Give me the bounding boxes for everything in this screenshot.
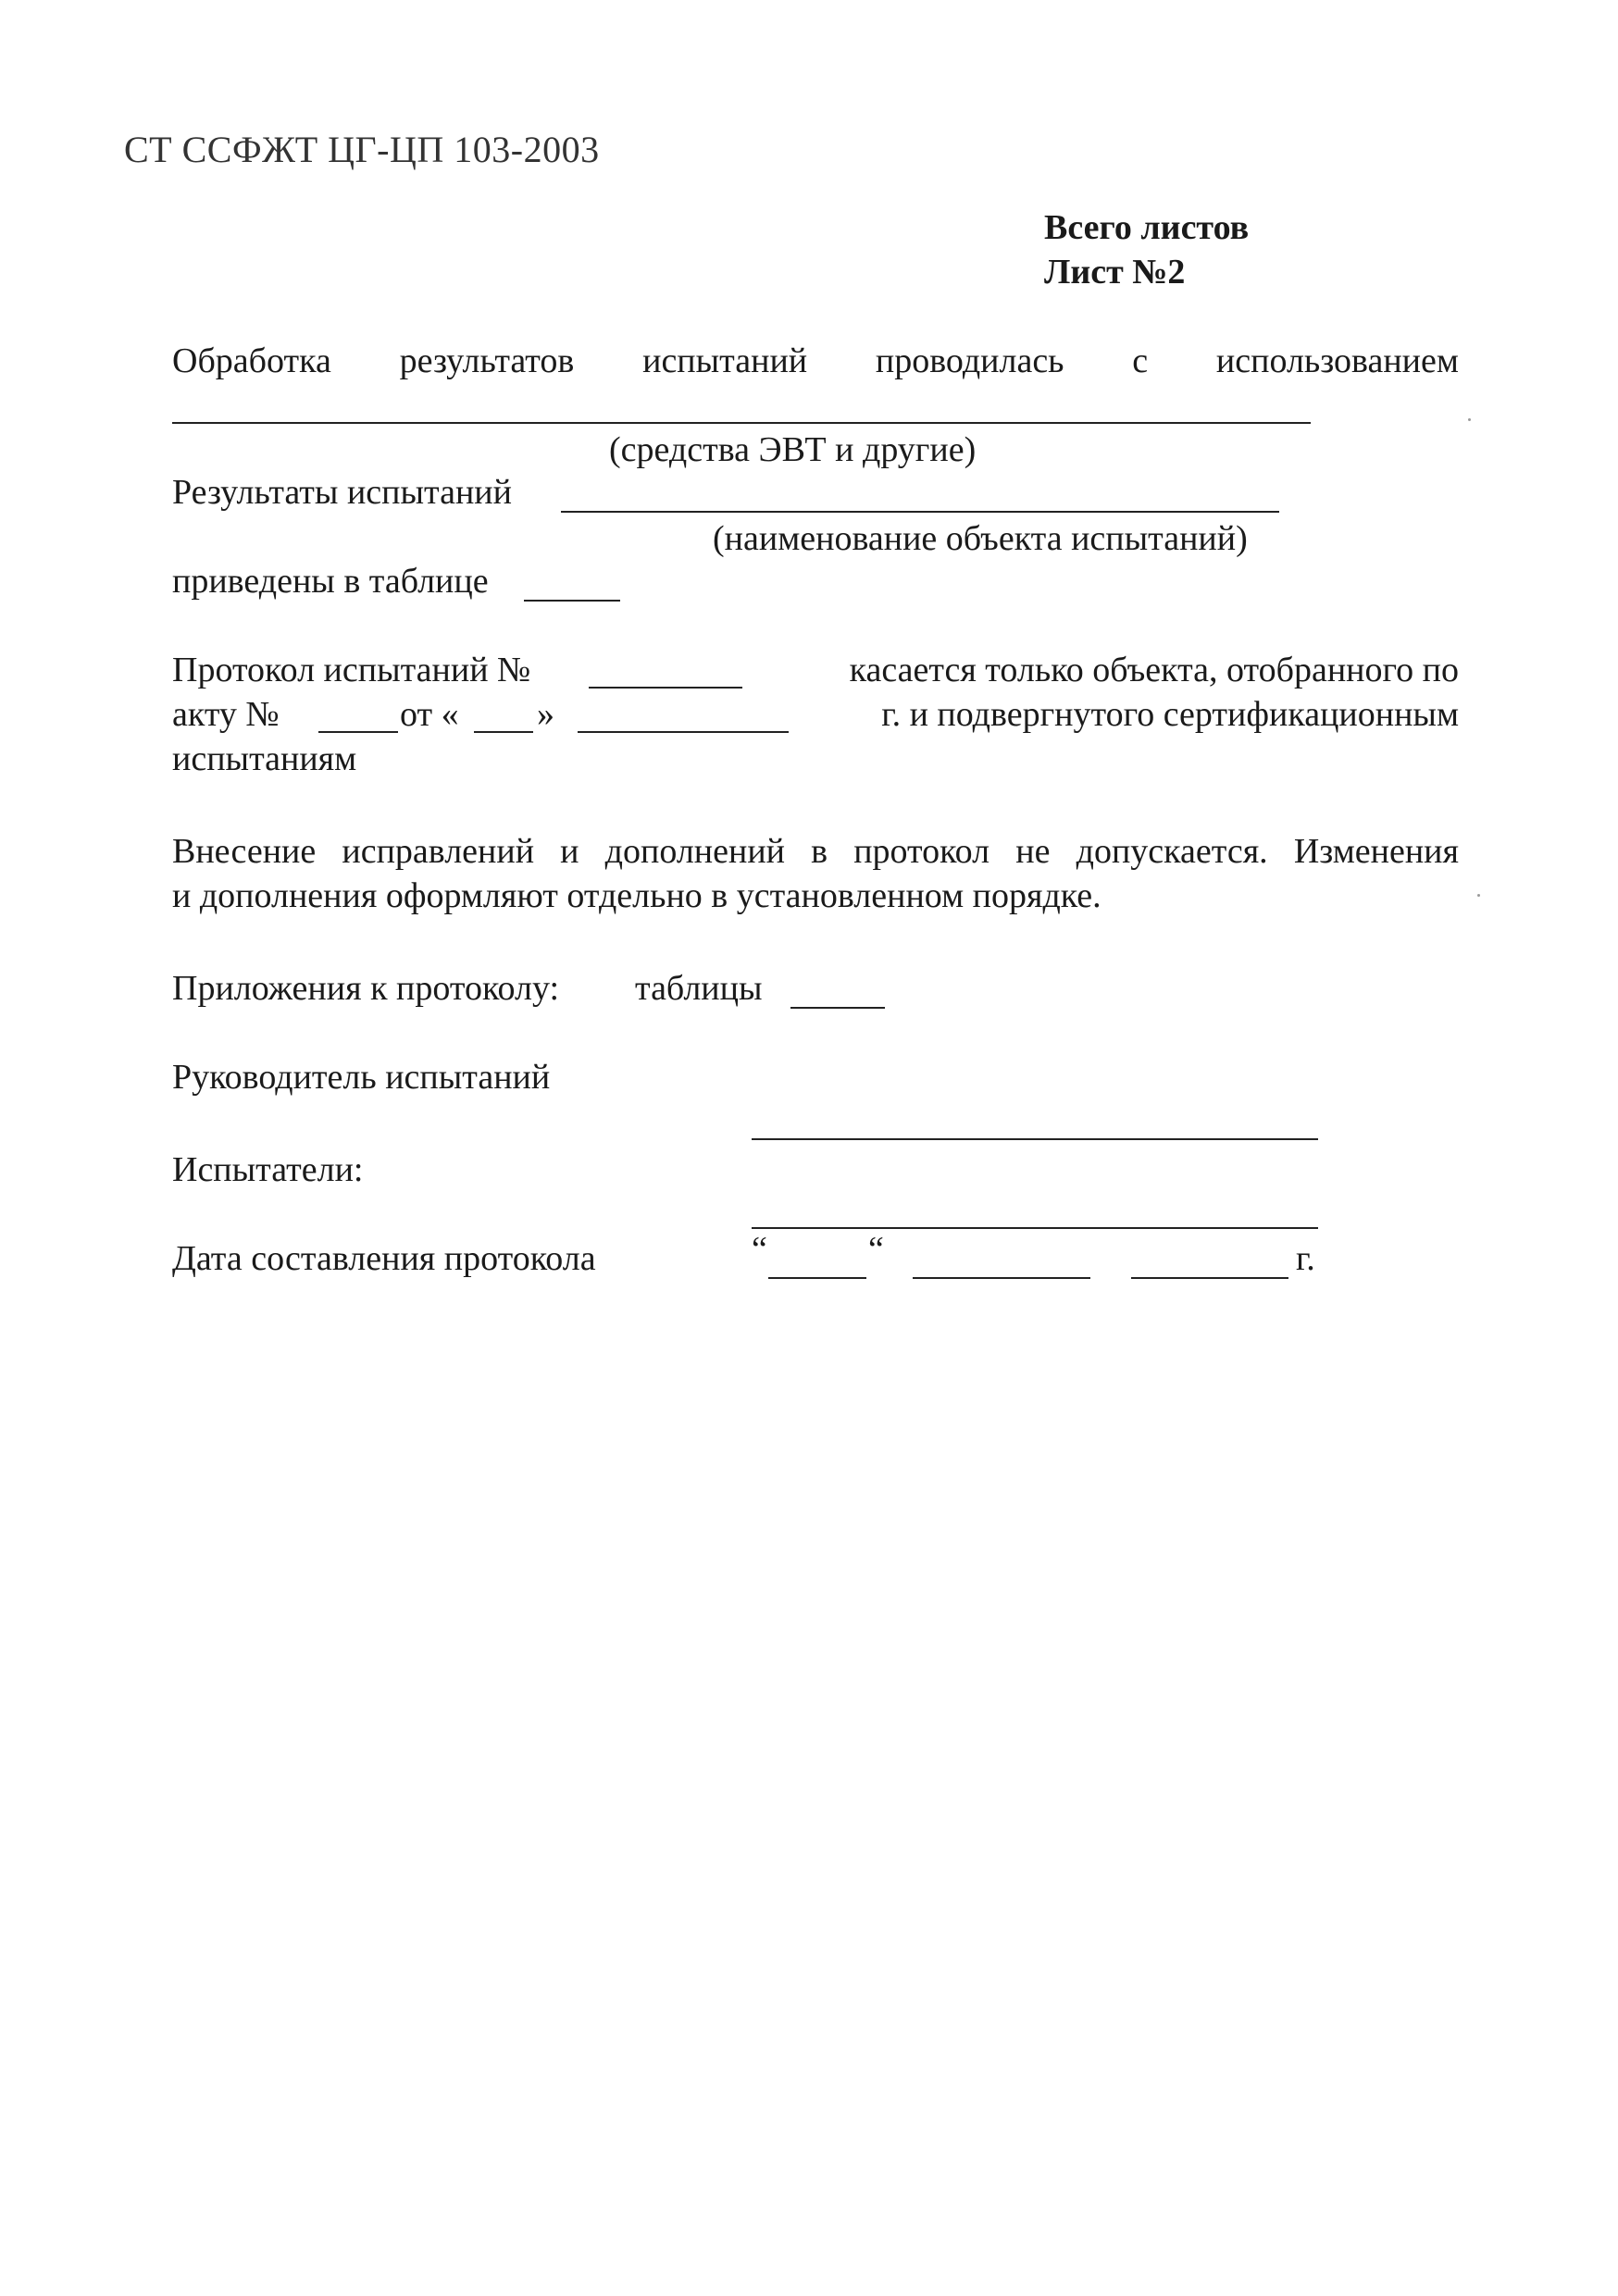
- processing-word: проводилась: [875, 341, 1064, 380]
- scan-speck: [1477, 894, 1480, 897]
- act-certification-text: г. и подвергнутого сертификационным: [881, 695, 1459, 734]
- results-label: Результаты испытаний: [172, 473, 512, 512]
- results-table-number-field[interactable]: [524, 600, 620, 602]
- processing-word: испытаний: [642, 341, 808, 380]
- processing-word: Обработка: [172, 341, 331, 380]
- testers-label: Испытатели:: [172, 1150, 364, 1189]
- protocol-date-label: Дата составления протокола: [172, 1239, 596, 1278]
- attachments-tables-label: таблицы: [635, 969, 763, 1008]
- test-object-caption: (наименование объекта испытаний): [713, 519, 1248, 558]
- test-head-label: Руководитель испытаний: [172, 1058, 551, 1097]
- test-object-field[interactable]: [561, 511, 1279, 513]
- processing-means-field[interactable]: [172, 422, 1311, 424]
- processing-word: использованием: [1215, 341, 1459, 380]
- act-tests-text: испытаниям: [172, 739, 357, 778]
- attachments-tables-field[interactable]: [790, 1007, 885, 1009]
- processing-word: с: [1132, 341, 1149, 380]
- act-month-field[interactable]: [578, 731, 789, 733]
- results-table-text: приведены в таблице: [172, 562, 489, 601]
- processing-word: результатов: [399, 341, 575, 380]
- act-date-prefix: от «: [400, 695, 459, 734]
- total-sheets-label: Всего листов: [1044, 208, 1250, 247]
- sheet-number-label: Лист №2: [1044, 253, 1186, 292]
- date-year-field[interactable]: [1131, 1277, 1288, 1279]
- act-date-close-quote: »: [537, 695, 554, 734]
- attachments-label: Приложения к протоколу:: [172, 969, 560, 1008]
- act-day-field[interactable]: [474, 731, 533, 733]
- act-number-field[interactable]: [318, 731, 398, 733]
- date-day-field[interactable]: [768, 1277, 866, 1279]
- changes-text-line-2: и дополнения оформляют отдельно в установленном порядке.: [172, 876, 1101, 915]
- scan-speck: [1468, 418, 1471, 421]
- test-head-signature-field[interactable]: [752, 1138, 1318, 1140]
- protocol-number-label: Протокол испытаний №: [172, 651, 531, 689]
- date-open-quote: “: [752, 1230, 767, 1269]
- date-month-field[interactable]: [913, 1277, 1090, 1279]
- changes-text-line-1: Внесение исправлений и дополнений в протокол не допускается. Изменения: [172, 832, 1459, 871]
- document-code: СТ ССФЖТ ЦГ-ЦП 103-2003: [124, 129, 600, 170]
- testers-signature-field[interactable]: [752, 1227, 1318, 1229]
- year-suffix: г.: [1296, 1239, 1315, 1278]
- date-close-quote: “: [868, 1230, 884, 1269]
- processing-means-caption: (средства ЭВТ и другие): [609, 430, 977, 469]
- protocol-number-field[interactable]: [589, 687, 742, 689]
- protocol-scope-text: касается только объекта, отобранного по: [849, 651, 1459, 689]
- processing-text-row: [172, 339, 1459, 383]
- act-number-label: акту №: [172, 695, 280, 734]
